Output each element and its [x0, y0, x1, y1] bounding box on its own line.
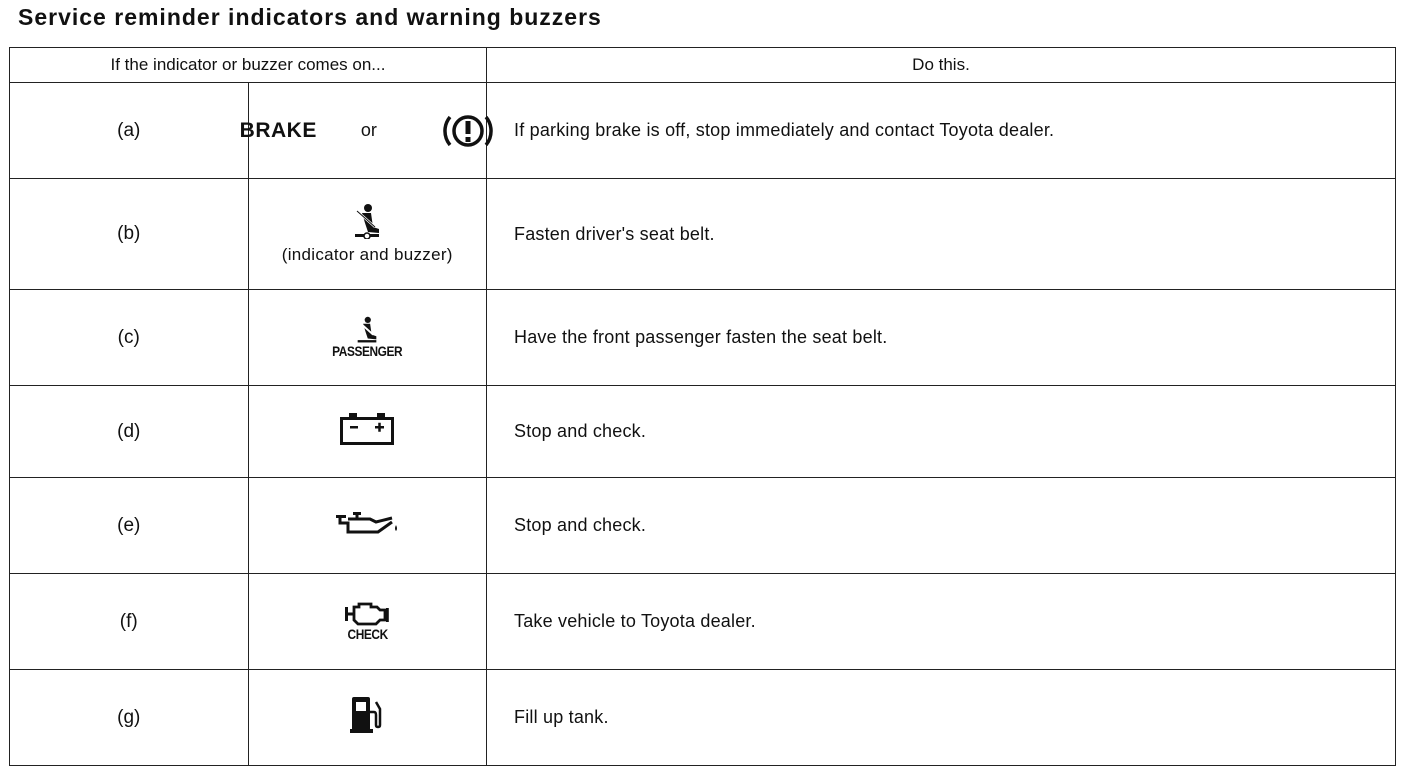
table-row	[10, 386, 1396, 478]
row-letter: (d)	[10, 386, 249, 478]
table-row	[10, 670, 1396, 766]
indicator-and-buzzer-text: (indicator and buzzer)	[281, 245, 453, 264]
row-letter: (e)	[10, 478, 249, 574]
indicator-cell	[248, 179, 487, 290]
indicator-cell	[248, 290, 487, 386]
action-text: Stop and check.	[487, 386, 1396, 478]
table-row	[10, 478, 1396, 574]
table-row	[10, 290, 1396, 386]
passenger-seat-belt-icon	[356, 316, 378, 344]
table-header-row	[10, 48, 1396, 83]
row-letter: (g)	[10, 670, 249, 766]
service-reminder-table	[9, 47, 1396, 766]
row-letter: (c)	[10, 290, 249, 386]
action-text: Stop and check.	[487, 478, 1396, 574]
brake-text: BRAKE	[239, 118, 317, 142]
table-row	[10, 574, 1396, 670]
or-text: or	[360, 120, 377, 140]
battery-icon	[339, 412, 395, 446]
indicator-cell	[248, 670, 487, 766]
header-indicator: If the indicator or buzzer comes on...	[10, 48, 487, 83]
fuel-pump-icon	[349, 696, 385, 734]
row-letter: (a)	[10, 83, 249, 179]
seat-belt-icon	[353, 203, 381, 239]
action-text: Fill up tank.	[487, 670, 1396, 766]
brake-warning-icon	[441, 111, 495, 151]
table-row	[10, 179, 1396, 290]
table-row	[10, 83, 1396, 179]
indicator-cell	[239, 83, 487, 179]
action-text: Have the front passenger fasten the seat belt.	[487, 290, 1396, 386]
engine-check-icon	[344, 601, 390, 627]
passenger-caption: PASSENGER	[332, 343, 403, 359]
action-text: If parking brake is off, stop immediately and contact Toyota dealer.	[487, 83, 1396, 179]
row-letter: (b)	[10, 179, 249, 290]
indicator-cell	[248, 386, 487, 478]
check-caption: CHECK	[347, 626, 388, 642]
indicator-cell	[248, 478, 487, 574]
action-text: Fasten driver's seat belt.	[487, 179, 1396, 290]
action-text: Take vehicle to Toyota dealer.	[487, 574, 1396, 670]
row-letter: (f)	[10, 574, 249, 670]
oil-can-icon	[334, 510, 400, 536]
indicator-cell	[248, 574, 487, 670]
page-title: Service reminder indicators and warning buzzers	[18, 4, 602, 30]
header-action: Do this.	[487, 48, 1396, 83]
